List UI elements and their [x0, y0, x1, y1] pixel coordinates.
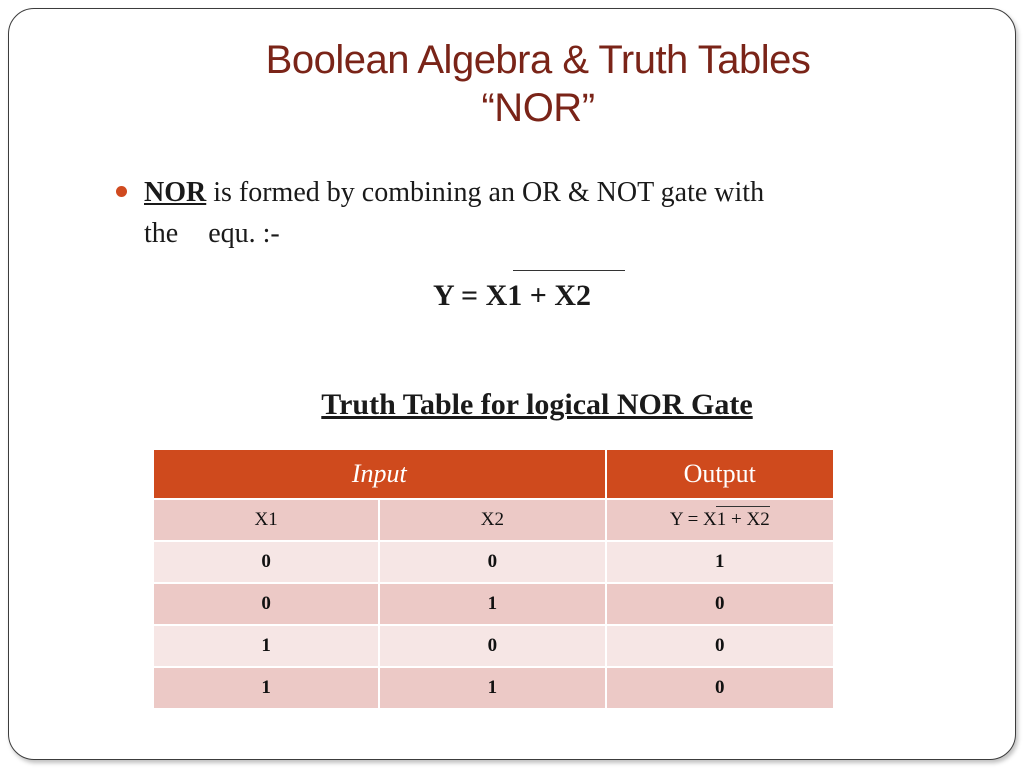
table-cell: 0	[606, 667, 834, 709]
title-line-1: Boolean Algebra & Truth Tables	[265, 38, 811, 82]
column-label-x1: X1	[153, 499, 379, 541]
output-header: Output	[606, 449, 834, 499]
bullet-line-2-a: the	[144, 218, 179, 249]
bullet-line-2-b: equ. :-	[208, 218, 280, 249]
table-cell: 1	[153, 667, 379, 709]
input-header: Input	[153, 449, 606, 499]
equation-overbar	[513, 270, 625, 271]
bullet-item	[112, 172, 962, 254]
table-caption: Truth Table for logical NOR Gate	[321, 388, 753, 421]
table-row	[153, 667, 834, 709]
column-label-y	[606, 499, 834, 541]
bullet-text	[144, 172, 962, 254]
slide-title	[100, 36, 976, 132]
table-cell: 0	[606, 583, 834, 625]
table-row	[153, 541, 834, 583]
column-label-y-text: Y = X1 + X2	[669, 509, 770, 530]
table-cell: 0	[379, 625, 605, 667]
bullet-dot-icon	[116, 186, 127, 197]
column-label-x2: X2	[379, 499, 605, 541]
table-row	[153, 583, 834, 625]
table-header-row	[153, 449, 834, 499]
bullet-term: NOR	[144, 177, 207, 208]
table-row	[153, 625, 834, 667]
truth-table	[152, 448, 835, 710]
table-cell: 1	[153, 625, 379, 667]
table-cell: 0	[153, 583, 379, 625]
table-cell: 1	[379, 583, 605, 625]
table-cell: 1	[379, 667, 605, 709]
nor-equation: Y = X1 + X2	[432, 279, 592, 312]
table-cell: 0	[379, 541, 605, 583]
title-line-2: “NOR”	[481, 86, 595, 130]
table-cell: 0	[153, 541, 379, 583]
bullet-line-1: is formed by combining an OR & NOT gate with	[213, 177, 765, 208]
table-cell: 1	[606, 541, 834, 583]
output-overbar	[716, 506, 770, 507]
column-label-row	[153, 499, 834, 541]
table-cell: 0	[606, 625, 834, 667]
